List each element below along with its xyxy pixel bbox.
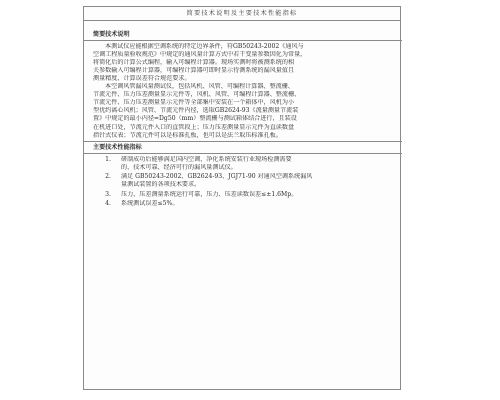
section-title-performance-indicators: 主要技术性能指标 xyxy=(93,143,142,151)
paragraph-line: 关参数输入可编程计算器，可编程计算器可即时显示待测系统的漏风量值且 xyxy=(93,67,295,75)
section-divider xyxy=(84,141,402,142)
paragraph-line: 将简化后的计算公式编程，输入可编程计算器。现场实测时将被测系统的相 xyxy=(93,59,295,67)
list-item-line: 压力、压差测量系统运行可靠，压力、压差读数误差≤±1.6Mp。 xyxy=(121,190,298,198)
document-page xyxy=(83,6,401,390)
list-item-line: 的、技术可靠、经济可行的漏风量测试仪。 xyxy=(121,163,237,171)
section-title-technical-description: 简要技术说明 xyxy=(93,31,130,38)
paragraph-line: 指针式仪表；节流元件可以是标准孔板，也可以是法兰取压标准孔板。 xyxy=(93,131,282,139)
list-item-number: 4. xyxy=(105,200,111,208)
list-item-text xyxy=(121,156,292,172)
paragraph-line: 型优约离心风机；风管、节流元件内径，选取GB2624-93《流量测量节流装 xyxy=(93,107,299,115)
technical-description-paragraph xyxy=(93,43,393,140)
list-item xyxy=(93,191,393,199)
list-item-text xyxy=(121,200,178,208)
paragraph-line: 测量精度、计算误差符合规范要求。 xyxy=(93,75,191,83)
list-item-number: 1. xyxy=(105,155,111,163)
paragraph-line: 置》中规定的最小内径=Dg50（mm）整流栅与测试箱体结合进行，且装设 xyxy=(93,115,297,123)
document-body xyxy=(93,31,393,210)
paragraph-line: 节流元件、压力压差测量显示元件等全部集中安装在一个箱体中，风机为小 xyxy=(93,99,295,107)
paragraph-line: 节流元件、压力压差测量显示元件等，风机、风管、可编程计算器、整流栅、 xyxy=(93,91,301,99)
list-item-text xyxy=(121,173,312,189)
list-item-number: 3. xyxy=(105,190,111,198)
paragraph-line: 本测试仪应能根据空调系统的特定边界条件，符GB50243-2002《通风与 xyxy=(105,43,304,51)
paragraph-line: 空调工程质量验收规范》中规定的通风量计算方式中若干变量参数因化为常量， xyxy=(93,51,307,59)
paragraph-line: 在机进口处，节流元件入口的直管段上；压力压差测量显示元件为直读数盘 xyxy=(93,123,295,131)
list-item-line: 系统测试误差≤5%。 xyxy=(121,200,179,208)
list-item-line: 量测试装置的各项技术要求。 xyxy=(121,181,201,189)
list-item xyxy=(93,200,393,208)
list-item-line: 满足 GB50243-2002、GB2624-93、JGJ71-90 对通风空调系统漏风 xyxy=(121,173,313,181)
performance-indicator-list xyxy=(93,156,393,209)
section-divider xyxy=(84,40,402,41)
list-item-text xyxy=(121,191,297,199)
list-item xyxy=(93,173,393,189)
list-item xyxy=(93,156,393,172)
paragraph-line: 本空调风管漏风量测试仪，包括风机、风管、可编程计算器、整流栅、 xyxy=(105,83,294,91)
page-header: 简要技术说明及主要技术性能指标 xyxy=(84,7,400,21)
list-item-line: 研制成功后能够满足国内空调、净化系统安装行业现场检测需要 xyxy=(121,155,292,163)
section-divider xyxy=(84,153,402,154)
list-item-number: 2. xyxy=(105,173,111,181)
